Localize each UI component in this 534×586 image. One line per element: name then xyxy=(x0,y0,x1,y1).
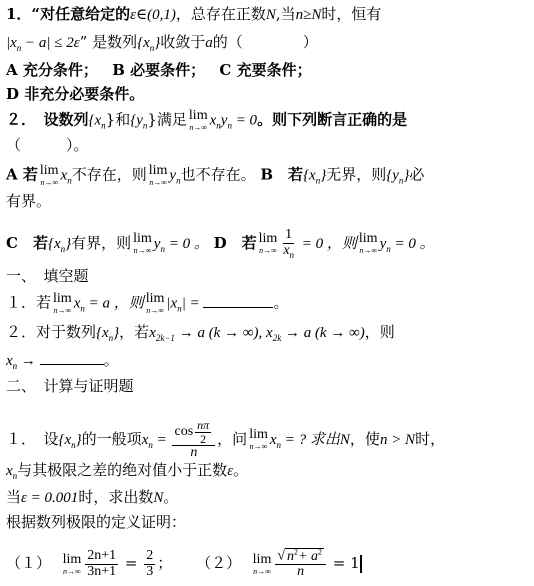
proof-text: ； xyxy=(157,554,173,573)
lim-text: lim xyxy=(133,231,152,247)
lim-sub: n→∞ xyxy=(133,246,152,256)
q1-text: 的（ ） xyxy=(212,33,318,51)
answer-blank[interactable] xyxy=(40,350,104,365)
calc-text: 的一般项 xyxy=(81,429,142,448)
sqrt-a: + a xyxy=(298,548,318,564)
lim-sub: n→∞ xyxy=(40,178,59,187)
q1-text: 收敛于 xyxy=(160,33,206,51)
q1-text: 时，恒有 xyxy=(321,5,382,23)
q1-option-b: B 必要条件； xyxy=(112,61,206,79)
q1-N: N xyxy=(265,7,276,23)
frac-den: x xyxy=(283,242,290,258)
q2-x: x xyxy=(209,112,217,129)
q2-text: }满足 xyxy=(147,110,187,129)
frac-den: n xyxy=(297,564,305,580)
calc-cos: cos xyxy=(174,423,194,439)
q1-options-abc xyxy=(6,60,312,80)
frac-num: 1 xyxy=(285,227,293,242)
q2-text: 也不存在。 xyxy=(180,165,256,184)
q1-ineq: − a| ≤ 2ε xyxy=(21,35,80,51)
calc-text: 。 xyxy=(163,488,179,506)
calc-text: 时，求出数 xyxy=(78,488,154,506)
calc-x: x xyxy=(269,431,277,448)
calc-den: n xyxy=(190,445,198,461)
proof-label-2: （２） xyxy=(196,554,242,573)
q2-paren-line xyxy=(6,135,89,155)
q2-xn: {x xyxy=(88,112,102,129)
text-cursor xyxy=(360,555,362,573)
answer-blank[interactable] xyxy=(203,293,273,308)
calc-npi: nπ xyxy=(197,418,210,432)
q2-y: y xyxy=(169,167,177,184)
q1-option-d: D 非充分必要条件。 xyxy=(6,85,145,103)
q2-option-c: C 若 xyxy=(6,233,48,252)
lim-text: lim xyxy=(358,231,378,247)
q2-sub: n xyxy=(142,120,148,131)
calc-eq: = xyxy=(152,431,171,448)
fill-arrow: → xyxy=(17,353,40,369)
calc-N: N xyxy=(339,431,350,448)
q2-eq: = 0 xyxy=(231,112,258,129)
q2-sub: n xyxy=(67,175,72,186)
calc-x: x xyxy=(6,463,13,479)
fill-text: 。 xyxy=(103,351,119,369)
lim-text: lim xyxy=(145,291,165,306)
q2-frac xyxy=(281,228,296,260)
calc-text: 。 xyxy=(233,461,249,479)
q2-text: 无界，则 xyxy=(326,165,387,184)
section-title: 二、 计算与证明题 xyxy=(6,377,134,395)
frac-num: 2n+1 xyxy=(87,547,117,563)
q2-text: ２． 设数列 xyxy=(6,110,89,129)
fill-sub: n xyxy=(80,303,85,314)
q2-sub: n xyxy=(398,175,404,186)
calc1: １． 设$\{x_n\}$的一般项$x_n$ = cos $\frac{n\pi}{2}$ n ，问 lim n→∞ $x_n$ = ? 求出N，使n > N时， xyxy=(6,418,446,461)
fill-sub: n xyxy=(12,361,18,371)
lim-text: lim xyxy=(39,163,59,178)
proof-label-1: （１） xyxy=(6,554,52,573)
q2-lim xyxy=(259,232,278,255)
q2-text: 有界，则 xyxy=(71,233,132,252)
fill-sub: 2k xyxy=(272,333,282,343)
proof-problems xyxy=(6,548,362,580)
calc-text: = ? 求出 xyxy=(281,431,340,448)
calc-eps: ε xyxy=(227,463,234,479)
fill-abs: |x xyxy=(166,295,178,312)
q2-lim xyxy=(133,232,152,255)
lim-text: lim xyxy=(53,291,72,306)
q2-eq: = 0 ，则 xyxy=(298,235,357,252)
lim-text: lim xyxy=(258,231,278,247)
q1-text: 1．“对任意给定的 xyxy=(6,5,131,23)
proof-frac: $\frac{√ n^2+ a^2}{n}$ xyxy=(275,548,326,580)
fill-arrow: → a (k → ∞) xyxy=(281,325,365,341)
section2-title xyxy=(6,376,134,396)
q1-text: ” 是数列 xyxy=(79,33,138,51)
frac-den: 3n+1 xyxy=(87,563,117,579)
q2-eq: = 0 。 xyxy=(390,235,435,252)
q2-sub: n xyxy=(60,243,66,254)
q2-text: }和 xyxy=(105,110,131,129)
lim-sub: n→∞ xyxy=(249,442,268,452)
q2-sub: n xyxy=(315,175,321,186)
fill-lim xyxy=(53,292,72,315)
q2-y: y xyxy=(379,235,387,252)
q1-n: n≥N xyxy=(295,7,322,23)
q1-seq-close: } xyxy=(154,35,161,51)
q2-eq: = 0 。 xyxy=(164,235,209,252)
q2-text: 必 xyxy=(409,165,425,184)
q2-text: 。则下列断言正确的是 xyxy=(257,110,408,129)
q2-y: y xyxy=(153,235,161,252)
fill-sub: n xyxy=(177,303,182,314)
q2-xn: {x xyxy=(303,167,316,184)
fill-x: x xyxy=(73,295,81,312)
fill-sub: 2k−1 xyxy=(155,333,175,343)
fill-lim xyxy=(146,292,165,315)
proof-frac xyxy=(85,549,118,579)
fill-xn: {x xyxy=(96,325,109,341)
fill2-cont xyxy=(6,350,119,376)
fill-eq: = a ，则 xyxy=(84,295,144,312)
lim-sub: n→∞ xyxy=(53,306,72,315)
calc-sub: n xyxy=(276,439,282,450)
q1-line2 xyxy=(6,32,318,58)
q2-paren: （ ）。 xyxy=(6,136,89,154)
q2-option-b: B 若 xyxy=(260,165,304,184)
q1-line1 xyxy=(6,4,381,25)
fill-text: 。 xyxy=(273,293,289,312)
calc-text: ，使 xyxy=(349,429,380,448)
fill-text: ，若 xyxy=(119,323,150,341)
calc-text: 与其极限之差的绝对值小于正数 xyxy=(17,461,228,479)
proof-lim xyxy=(253,553,272,576)
q2-y: y xyxy=(220,112,228,129)
calc-sub: n xyxy=(12,471,18,481)
calc-sub: n xyxy=(71,439,76,450)
lim-sub: n→∞ xyxy=(359,246,378,256)
q2-yn: {y xyxy=(386,167,399,184)
calc-eps-val: ε = 0.001 xyxy=(21,490,79,506)
section-title: 一、 填空题 xyxy=(6,267,89,285)
q2-option-d: D 若 xyxy=(213,233,257,252)
calc-x: x xyxy=(141,431,149,448)
frac-den: 3 xyxy=(146,563,154,579)
q1-option-d-line xyxy=(6,84,144,104)
fill-text: ，则 xyxy=(364,323,395,341)
q2-sub: n xyxy=(227,120,232,131)
q1-sub: n xyxy=(16,43,22,53)
calc-xn: {x xyxy=(58,431,72,448)
proof-lim xyxy=(63,553,82,576)
lim-text: lim xyxy=(249,427,268,443)
calc-N: N xyxy=(153,490,164,506)
q2-sub: n xyxy=(101,120,106,131)
lim-sub: n→∞ xyxy=(253,566,271,576)
q1-abs: |x xyxy=(6,35,17,51)
proof-frac xyxy=(144,549,155,579)
q1-option-c: C 充要条件； xyxy=(219,61,312,79)
q2-x: x xyxy=(60,167,68,184)
fill-x: x xyxy=(149,325,156,341)
q1-sub: n xyxy=(149,43,155,53)
q1-seq: {x xyxy=(137,35,150,51)
fill1 xyxy=(6,292,288,319)
q1-eps: ε∈(0,1) xyxy=(130,7,176,23)
q2-opt-cd: C 若$\{x_n\}$有界，则 lim n→∞ $y_n = 0$ 。 D 若 lim n→∞ $\frac{1}{x_n}$ = 0 ，则 lim n→∞ $y_n = 0$ 。 xyxy=(6,227,435,260)
calc-frac xyxy=(172,419,215,461)
q2-opt-b-cont xyxy=(6,191,51,211)
calc1-line2 xyxy=(6,460,248,486)
q1-option-a: A 充分条件； xyxy=(6,61,98,79)
calc-two: 2 xyxy=(200,431,207,446)
calc-text: ，问 xyxy=(217,429,248,448)
calc-lim xyxy=(249,428,268,451)
section1-title xyxy=(6,266,89,286)
lim-sub: n→∞ xyxy=(63,566,81,576)
lim-sub: n→∞ xyxy=(259,246,277,256)
fill-eq: | = xyxy=(181,295,204,312)
lim-text: lim xyxy=(252,551,272,567)
q2-sub: n xyxy=(386,243,391,254)
proof-eq: = xyxy=(120,554,143,573)
q2-option-a: A 若 xyxy=(6,165,38,184)
q1-text: ，总存在正数 xyxy=(175,5,266,23)
proof-title-line xyxy=(6,512,186,532)
q2-sub: n xyxy=(176,175,181,186)
fill-arrow: → a (k → ∞), x xyxy=(174,325,273,341)
sqrt-n: n xyxy=(287,548,295,564)
q2-line1 xyxy=(6,109,407,136)
calc-text: 时， xyxy=(415,429,446,448)
calc-sub: n xyxy=(148,439,153,450)
fill-x: x xyxy=(6,353,13,369)
q2-sub: n xyxy=(289,249,295,260)
proof-title: 根据数列极限的定义证明： xyxy=(6,513,187,531)
q2-lim xyxy=(359,232,378,255)
lim-sub: n→∞ xyxy=(189,123,208,132)
calc-text: １． 设 xyxy=(6,429,59,448)
q2-sub: n xyxy=(160,243,165,254)
q2-lim xyxy=(149,164,168,187)
lim-sub: n→∞ xyxy=(146,306,164,315)
lim-text: lim xyxy=(148,163,168,178)
proof-eq: = 1 xyxy=(327,554,360,573)
q2-sub: n xyxy=(216,120,221,131)
frac-num: 2 xyxy=(146,547,154,563)
fill2: ２．对于数列$\{x_n\}$，若$x_{2k-1} \to a$ (k → ∞), $x_{2k} \to a$ (k → ∞)，则 xyxy=(6,323,395,343)
q2-text: 有界。 xyxy=(6,192,52,210)
q2-text: 不存在，则 xyxy=(71,165,147,184)
q2-xn: {x xyxy=(47,235,61,252)
q2-lim xyxy=(189,109,208,132)
q2-opt-ab: A 若 lim n→∞ $x_n$不存在，则 lim n→∞ $y_n$也不存在。 B 若$\{x_n\}$无界，则$\{y_n\}$必 xyxy=(6,163,425,187)
q2-lim xyxy=(40,164,59,187)
q2-yn: {y xyxy=(130,112,143,129)
calc-cond: n > N xyxy=(379,431,416,448)
calc-text: 当 xyxy=(6,488,22,506)
lim-text: lim xyxy=(188,108,208,123)
fill-text: ２．对于数列 xyxy=(6,323,97,341)
fill-sub: n xyxy=(108,333,114,343)
q1-text: ,当 xyxy=(275,5,296,23)
fill-text: １．若 xyxy=(6,293,52,312)
lim-sub: n→∞ xyxy=(149,178,167,187)
q1-a: a xyxy=(205,35,213,51)
lim-text: lim xyxy=(62,551,82,567)
calc1-line3 xyxy=(6,487,178,508)
